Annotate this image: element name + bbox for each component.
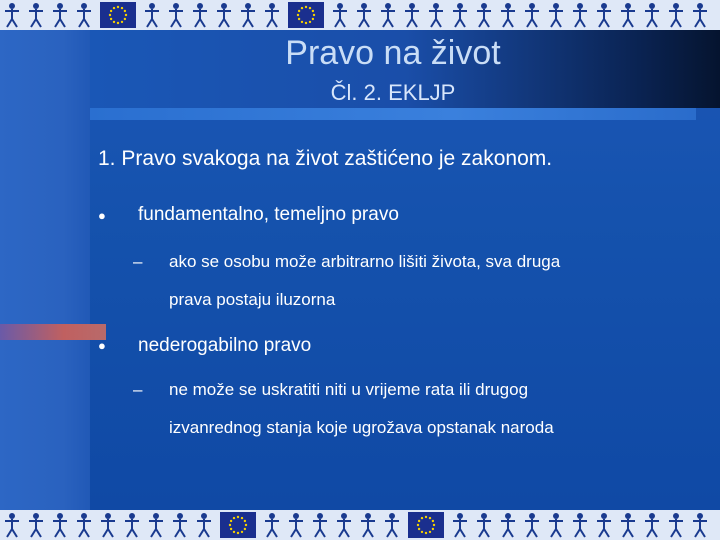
stick-figure-icon <box>544 510 568 540</box>
stick-figure-icon <box>352 0 376 30</box>
slide-title: Pravo na život <box>285 34 501 72</box>
stick-figure-icon <box>568 510 592 540</box>
stick-figure-icon <box>72 0 96 30</box>
stick-figure-icon <box>640 510 664 540</box>
stick-figure-icon <box>688 510 712 540</box>
stick-figure-icon <box>592 510 616 540</box>
stick-figure-icon <box>640 0 664 30</box>
stick-figure-icon <box>520 510 544 540</box>
stick-figure-icon <box>48 0 72 30</box>
stick-figure-icon <box>448 510 472 540</box>
stick-figure-icon <box>616 0 640 30</box>
stick-figure-icon <box>688 0 712 30</box>
eu-flag-icon <box>288 2 324 28</box>
stick-figure-icon <box>144 510 168 540</box>
sub-item-2-line-1: ne može se uskratiti niti u vrijeme rata ili drugog <box>169 380 529 399</box>
stick-figure-icon <box>192 510 216 540</box>
stick-figure-icon <box>168 510 192 540</box>
eu-flag-icon <box>220 512 256 538</box>
stick-figure-icon <box>496 510 520 540</box>
sub-item-2-line-2: izvanrednog stanja koje ugrožava opstanak naroda <box>169 418 554 437</box>
stick-figure-icon <box>72 510 96 540</box>
eu-flag-icon <box>100 2 136 28</box>
stick-figure-icon <box>568 0 592 30</box>
stick-figure-icon <box>664 0 688 30</box>
bullet-item-2: nederogabilno pravo <box>138 335 312 356</box>
stick-figure-icon <box>164 0 188 30</box>
stick-figure-icon <box>48 510 72 540</box>
main-point: 1. Pravo svakoga na život zaštićeno je zakonom. <box>98 147 553 170</box>
stick-figure-icon <box>328 0 352 30</box>
stick-figure-icon <box>212 0 236 30</box>
bullet-icon: ● <box>98 338 106 353</box>
stick-figure-icon <box>664 510 688 540</box>
stick-figure-icon <box>376 0 400 30</box>
stick-figure-icon <box>448 0 472 30</box>
top-decorative-border <box>0 0 720 30</box>
stick-figure-icon <box>332 510 356 540</box>
stick-figure-icon <box>140 0 164 30</box>
sub-item-1-line-2: prava postaju iluzorna <box>169 290 336 309</box>
stick-figure-icon <box>308 510 332 540</box>
stick-figure-icon <box>188 0 212 30</box>
title-accent-bar <box>90 108 696 120</box>
sub-item-2 <box>169 371 689 447</box>
stick-figure-icon <box>544 0 568 30</box>
sub-item-1-line-1: ako se osobu može arbitrarno lišiti života, sva druga <box>169 252 561 271</box>
stick-figure-icon <box>260 0 284 30</box>
stick-figure-icon <box>0 510 24 540</box>
stick-figure-icon <box>616 510 640 540</box>
stick-figure-icon <box>380 510 404 540</box>
stick-figure-icon <box>496 0 520 30</box>
stick-figure-icon <box>284 510 308 540</box>
stick-figure-icon <box>96 510 120 540</box>
dash-icon: – <box>133 252 143 271</box>
stick-figure-icon <box>424 0 448 30</box>
stick-figure-icon <box>0 0 24 30</box>
stick-figure-icon <box>520 0 544 30</box>
stick-figure-icon <box>472 510 496 540</box>
stick-figure-icon <box>120 510 144 540</box>
eu-flag-icon <box>408 512 444 538</box>
bullet-icon: ● <box>98 208 106 223</box>
stick-figure-icon <box>356 510 380 540</box>
stick-figure-icon <box>592 0 616 30</box>
left-accent-bar <box>0 324 106 340</box>
stick-figure-icon <box>24 0 48 30</box>
stick-figure-icon <box>260 510 284 540</box>
stick-figure-icon <box>400 0 424 30</box>
stick-figure-icon <box>24 510 48 540</box>
dash-icon: – <box>133 380 143 399</box>
stick-figure-icon <box>236 0 260 30</box>
bottom-decorative-border <box>0 510 720 540</box>
left-band <box>0 30 90 510</box>
bullet-item-1: fundamentalno, temeljno pravo <box>138 204 399 225</box>
sub-item-1 <box>169 243 689 319</box>
slide-subtitle: Čl. 2. EKLJP <box>330 80 456 105</box>
stick-figure-icon <box>472 0 496 30</box>
